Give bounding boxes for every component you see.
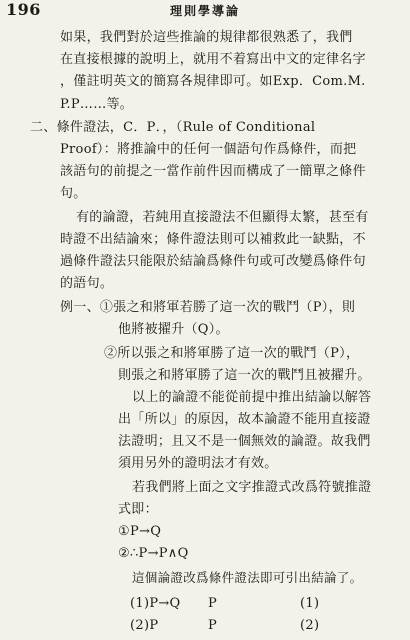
text-line: 如果，我們對於這些推論的規律都很熟悉了，我們	[60, 30, 353, 45]
text-line: 該語句的前提之一當作前件因而構成了一簡單之條件	[60, 164, 366, 179]
running-title: 理則學導論	[170, 4, 241, 18]
text-line: 有的論證，若純用直接證法不但顯得太繁，甚至有	[76, 210, 369, 225]
example-line: 則張之和將軍勝了這一次的戰鬥且被擢升。	[118, 368, 371, 383]
text-line: 這個論證改爲條件證法即可引出結論了。	[132, 570, 363, 585]
text-line: 式即：	[118, 502, 158, 517]
page-number: 196	[6, 0, 41, 19]
text-line: 時證不出結論來；條件證法則可以補救此一缺點，不	[60, 232, 366, 247]
example-line: ②所以張之和將軍勝了這一次的戰鬥（P），	[104, 346, 360, 361]
proof-ref: (1)	[300, 596, 320, 611]
proof-step: (2)P	[130, 618, 159, 633]
proof-step: (1)P→Q	[130, 596, 181, 611]
text-line: 出「所以」的原因，故本論證不能用直接證	[118, 412, 371, 427]
text-line: 法證明；且又不是一個無效的論證。故我們	[118, 434, 371, 449]
example-line: 例一、①張之和將軍若勝了這一次的戰鬥（P），則	[60, 300, 356, 315]
text-line: 在直接根據的說明上，就用不着寫出中文的定律名字	[60, 52, 366, 67]
text-line: 句。	[60, 186, 87, 201]
text-line: 須用另外的證明法才有效。	[118, 456, 278, 471]
formula-line: ②∴P→P∧Q	[118, 546, 189, 561]
text-line: ，僅註明英文的簡寫各規律即可。如Exp．Com.M.	[60, 74, 366, 89]
formula-line: ①P→Q	[118, 524, 162, 539]
text-line: 過條件證法只能限於結論爲條件句或可改變爲條件句	[60, 254, 366, 269]
text-line: 若我們將上面之文字推證式改爲符號推證	[132, 480, 372, 495]
text-line: P.P……等。	[60, 97, 134, 112]
proof-ref: (2)	[300, 618, 320, 633]
section-heading: 二、條件證法，C．P．，（Rule of Conditional	[30, 120, 316, 135]
text-line: Proof）：將推論中的任何一個語句作爲條件，而把	[60, 142, 357, 157]
proof-formula: P	[208, 596, 218, 611]
text-line: 的語句。	[60, 276, 114, 291]
example-line: 他將被擢升（Q）。	[118, 322, 229, 337]
text-line: 以上的論證不能從前提中推出結論以解答	[132, 390, 372, 405]
proof-formula: P	[208, 618, 218, 633]
